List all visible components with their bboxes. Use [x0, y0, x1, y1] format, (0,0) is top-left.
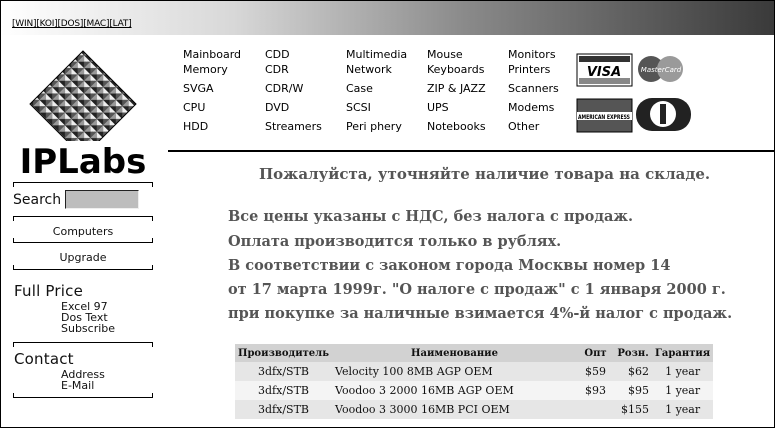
header-manufacturer: Производитель: [235, 344, 332, 362]
encoding-dos-link[interactable]: [DOS]: [57, 19, 84, 29]
nav-streamers[interactable]: Streamers: [265, 120, 322, 133]
excel-97-link[interactable]: Excel 97: [61, 300, 108, 313]
svg-text:VISA: VISA: [586, 65, 622, 80]
table-row: [235, 400, 713, 419]
info-line-2: Оплата производится только в рублях.: [228, 233, 562, 250]
full-price-heading: Full Price: [14, 282, 84, 300]
cell-name: Velocity 100 8MB AGP OEM: [332, 362, 577, 381]
dos-text-link[interactable]: Dos Text: [61, 311, 108, 324]
cell-name: Voodoo 3 2000 16MB AGP OEM: [332, 381, 577, 400]
cell-retail: $95: [614, 381, 652, 400]
info-line-5: при покупке за наличные взимается 4%-й налог с продаж.: [228, 305, 733, 322]
table-row: [235, 381, 713, 400]
nav-cdrw[interactable]: CDR/W: [265, 82, 304, 95]
cell-retail: $62: [614, 362, 652, 381]
header-divider: [168, 150, 774, 152]
cell-name: Voodoo 3 3000 16MB PCI OEM: [332, 400, 577, 419]
header-name: Наименование: [332, 344, 577, 362]
nav-scsi[interactable]: SCSI: [346, 101, 371, 114]
nav-multimedia[interactable]: Multimedia: [346, 48, 408, 61]
header-retail: Розн.: [614, 344, 652, 362]
cell-manufacturer: 3dfx/STB: [235, 381, 332, 400]
info-line-3: В соответствии с законом города Москвы номер 14: [228, 257, 671, 274]
nav-network[interactable]: Network: [346, 63, 392, 76]
nav-monitors[interactable]: Monitors: [508, 48, 556, 61]
contact-heading: Contact: [14, 350, 74, 368]
email-link[interactable]: E-Mail: [61, 379, 95, 392]
search-input[interactable]: [65, 190, 139, 209]
cell-wholesale: $59: [577, 362, 614, 381]
diners-card-icon: [636, 98, 691, 131]
info-line-4: от 17 марта 1999г. "О налоге с продаж" с 1 января 2000 г.: [228, 281, 726, 298]
computers-button[interactable]: Computers: [52, 225, 114, 238]
nav-keyboards[interactable]: Keyboards: [427, 63, 485, 76]
nav-printers[interactable]: Printers: [508, 63, 551, 76]
table-header-row: [235, 344, 713, 362]
price-table: [235, 344, 713, 419]
nav-memory[interactable]: Memory: [183, 63, 228, 76]
cell-manufacturer: 3dfx/STB: [235, 362, 332, 381]
cell-warranty: 1 year: [652, 362, 713, 381]
nav-modems[interactable]: Modems: [508, 101, 555, 114]
svg-text:MasterCard: MasterCard: [640, 66, 682, 74]
nav-cdd[interactable]: CDD: [265, 48, 290, 61]
payment-cards: [576, 53, 694, 135]
encoding-win-link[interactable]: [WIN]: [12, 19, 37, 29]
encoding-links: [12, 19, 132, 29]
nav-mouse[interactable]: Mouse: [427, 48, 463, 61]
nav-other[interactable]: Other: [508, 120, 540, 133]
search-label: Search: [13, 192, 62, 208]
stock-notice: Пожалуйста, уточняйте наличие товара на складе.: [259, 165, 711, 183]
encoding-mac-link[interactable]: [MAC]: [83, 19, 110, 29]
iplabs-logo[interactable]: [14, 49, 152, 177]
header-warranty: Гарантия: [652, 344, 713, 362]
svg-text:AMERICAN EXPRESS: AMERICAN EXPRESS: [578, 113, 631, 121]
header-wholesale: Опт: [577, 344, 614, 362]
nav-cpu[interactable]: CPU: [183, 101, 206, 114]
cell-wholesale: [577, 400, 614, 419]
sidebar-divider: [13, 182, 153, 183]
address-link[interactable]: Address: [61, 368, 105, 381]
nav-cdr[interactable]: CDR: [265, 63, 289, 76]
amex-card-icon: [577, 99, 632, 132]
nav-dvd[interactable]: DVD: [265, 101, 290, 114]
cell-warranty: 1 year: [652, 381, 713, 400]
upgrade-button[interactable]: Upgrade: [59, 251, 107, 264]
nav-hdd[interactable]: HDD: [183, 120, 209, 133]
top-banner: [1, 1, 774, 35]
info-line-1: Все цены указаны с НДС, без налога с продаж.: [228, 208, 634, 225]
logo-text: IPLabs: [19, 142, 147, 177]
encoding-lat-link[interactable]: [LAT]: [109, 19, 132, 29]
nav-notebooks[interactable]: Notebooks: [427, 120, 486, 133]
nav-mainboard[interactable]: Mainboard: [183, 48, 242, 61]
nav-svga[interactable]: SVGA: [183, 82, 214, 95]
cell-retail: $155: [614, 400, 652, 419]
cell-warranty: 1 year: [652, 400, 713, 419]
encoding-koi-link[interactable]: [KOI]: [36, 19, 58, 29]
cell-manufacturer: 3dfx/STB: [235, 400, 332, 419]
nav-scanners[interactable]: Scanners: [508, 82, 559, 95]
mastercard-icon: [638, 56, 683, 82]
visa-card-icon: [577, 54, 632, 86]
cell-wholesale: $93: [577, 381, 614, 400]
nav-zip-jazz[interactable]: ZIP & JAZZ: [427, 82, 486, 95]
nav-ups[interactable]: UPS: [427, 101, 449, 114]
subscribe-link[interactable]: Subscribe: [61, 322, 116, 335]
nav-case[interactable]: Case: [346, 82, 373, 95]
table-row: [235, 362, 713, 381]
nav-periphery[interactable]: Peri phery: [346, 120, 402, 133]
